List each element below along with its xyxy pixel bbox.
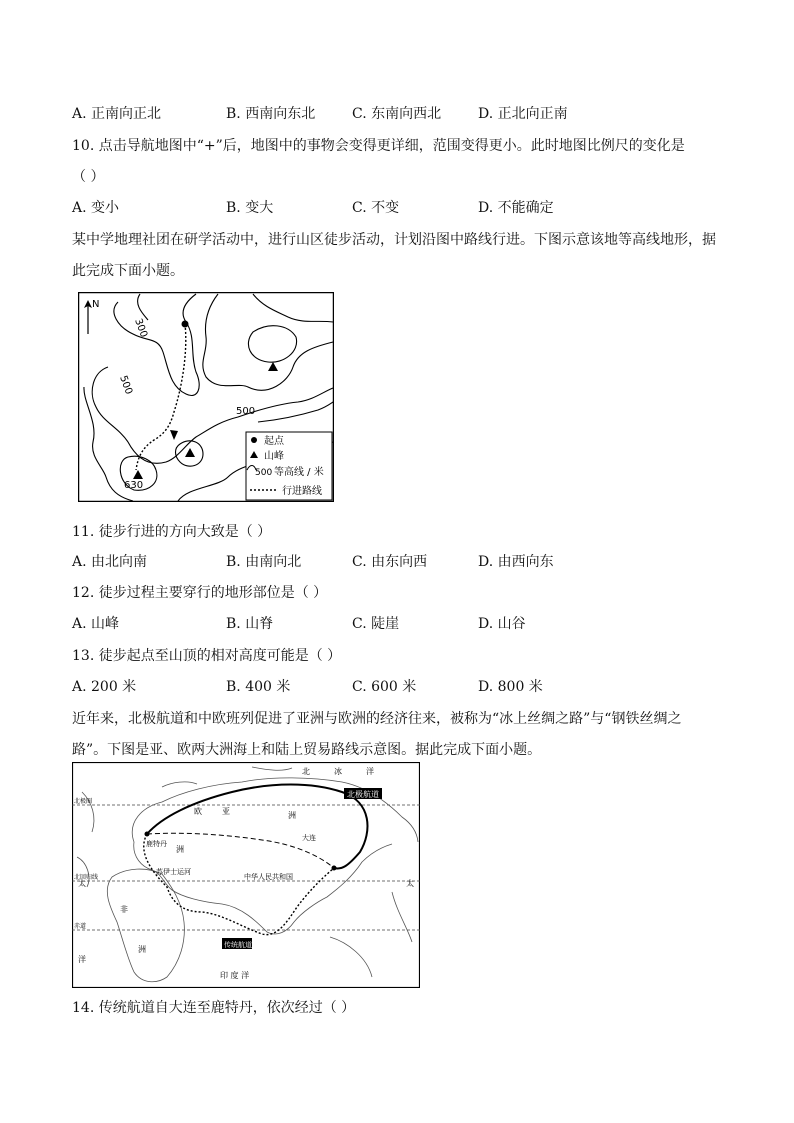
legend-start-icon bbox=[251, 437, 257, 443]
q13-option-c: C. 600 米 bbox=[352, 679, 417, 695]
label-yang1: 洋 bbox=[366, 767, 374, 776]
q11-option-a: A. 由北向南 bbox=[72, 554, 148, 570]
label-fei: 非 bbox=[120, 905, 128, 914]
legend-contour-number: 500 bbox=[255, 468, 273, 478]
q11-option-b: B. 由南向北 bbox=[226, 554, 302, 570]
q12-option-c: C. 陡崖 bbox=[352, 616, 400, 632]
q11-option-d: D. 由西向东 bbox=[478, 554, 554, 570]
label-suez: 苏伊士运河 bbox=[156, 868, 191, 876]
legend-start-label: 起点 bbox=[264, 436, 284, 447]
q9-option-c: C. 东南向西北 bbox=[352, 106, 442, 122]
q10-option-a: A. 变小 bbox=[72, 200, 120, 216]
label-china: 中华人民共和国 bbox=[244, 873, 293, 881]
legend-peak-label: 山峰 bbox=[264, 451, 284, 462]
legend-route-label: 行进路线 bbox=[282, 486, 322, 497]
q14-stem: 14. 传统航道自大连至鹿特丹，依次经过（ ） bbox=[72, 1000, 356, 1016]
north-label: N bbox=[92, 299, 100, 310]
label-rotterdam: 鹿特丹 bbox=[146, 840, 167, 848]
q9-option-a: A. 正南向正北 bbox=[72, 106, 162, 122]
label-zhou3: 洲 bbox=[138, 945, 146, 954]
contour-label-500-west: 500 bbox=[117, 374, 135, 396]
q10-option-b: B. 变大 bbox=[226, 200, 274, 216]
dalian-marker-icon bbox=[332, 866, 337, 871]
label-dalian: 大连 bbox=[302, 834, 316, 842]
q10-option-d: D. 不能确定 bbox=[478, 200, 554, 216]
q13-option-b: B. 400 米 bbox=[226, 679, 291, 695]
trade-route-map bbox=[72, 762, 420, 988]
label-tai-east: 太 bbox=[406, 879, 414, 888]
label-arctic-route: 北极航道 bbox=[347, 790, 379, 799]
q12-stem: 12. 徒步过程主要穿行的地形部位是（ ） bbox=[72, 585, 328, 601]
q10-stem-tail: （ ） bbox=[72, 169, 105, 185]
q9-option-d: D. 正北向正南 bbox=[478, 106, 568, 122]
q13-stem: 13. 徒步起点至山顶的相对高度可能是（ ） bbox=[72, 648, 342, 664]
q10-stem: 10. 点击导航地图中“+”后，地图中的事物会变得更详细，范围变得更小。此时地图比例尺的变化是 bbox=[72, 138, 685, 154]
label-bei: 北 bbox=[302, 767, 310, 776]
passage1-line2: 此完成下面小题。 bbox=[72, 263, 184, 279]
label-traditional-route: 传统航道 bbox=[224, 941, 252, 949]
label-zhou2: 洲 bbox=[288, 811, 296, 820]
label-tai-west: 太 bbox=[78, 879, 86, 888]
passage2-line1: 近年来，北极航道和中欧班列促进了亚洲与欧洲的经济往来，被称为“冰上丝绸之路”与“钢铁丝绸之 bbox=[72, 711, 682, 727]
q9-option-b: B. 西南向东北 bbox=[226, 106, 316, 122]
label-arctic-circle: 北极圈 bbox=[74, 798, 93, 805]
contour-label-630: 630 bbox=[124, 480, 144, 491]
q12-option-a: A. 山峰 bbox=[72, 616, 120, 632]
label-equator: 赤道 bbox=[74, 923, 87, 930]
q12-option-b: B. 山脊 bbox=[226, 616, 274, 632]
contour-map bbox=[78, 292, 334, 502]
q11-stem: 11. 徒步行进的方向大致是（ ） bbox=[72, 524, 272, 540]
label-indian-ocean: 印 度 洋 bbox=[220, 971, 250, 980]
contour-label-500-east: 500 bbox=[236, 406, 256, 417]
legend-contour-label: 等高线 / 米 bbox=[274, 467, 324, 478]
label-ou: 欧 bbox=[194, 807, 202, 816]
label-bing: 冰 bbox=[334, 767, 342, 776]
start-point-icon bbox=[182, 321, 189, 328]
label-ya: 亚 bbox=[222, 807, 230, 816]
q13-option-d: D. 800 米 bbox=[478, 679, 543, 695]
q10-option-c: C. 不变 bbox=[352, 200, 400, 216]
passage1-line1: 某中学地理社团在研学活动中，进行山区徒步活动，计划沿图中路线行进。下图示意该地等高线地形，据 bbox=[72, 232, 716, 248]
label-zhou1: 洲 bbox=[176, 845, 184, 854]
q12-option-d: D. 山谷 bbox=[478, 616, 526, 632]
passage2-line2: 路”。下图是亚、欧两大洲海上和陆上贸易路线示意图。据此完成下面小题。 bbox=[72, 742, 542, 758]
label-tropic: 北回归线 bbox=[74, 874, 99, 881]
rotterdam-marker-icon bbox=[145, 832, 150, 837]
label-yang2: 洋 bbox=[78, 955, 86, 964]
contour-label-300: 300 bbox=[132, 317, 150, 339]
q11-option-c: C. 由东向西 bbox=[352, 554, 428, 570]
q13-option-a: A. 200 米 bbox=[72, 679, 137, 695]
